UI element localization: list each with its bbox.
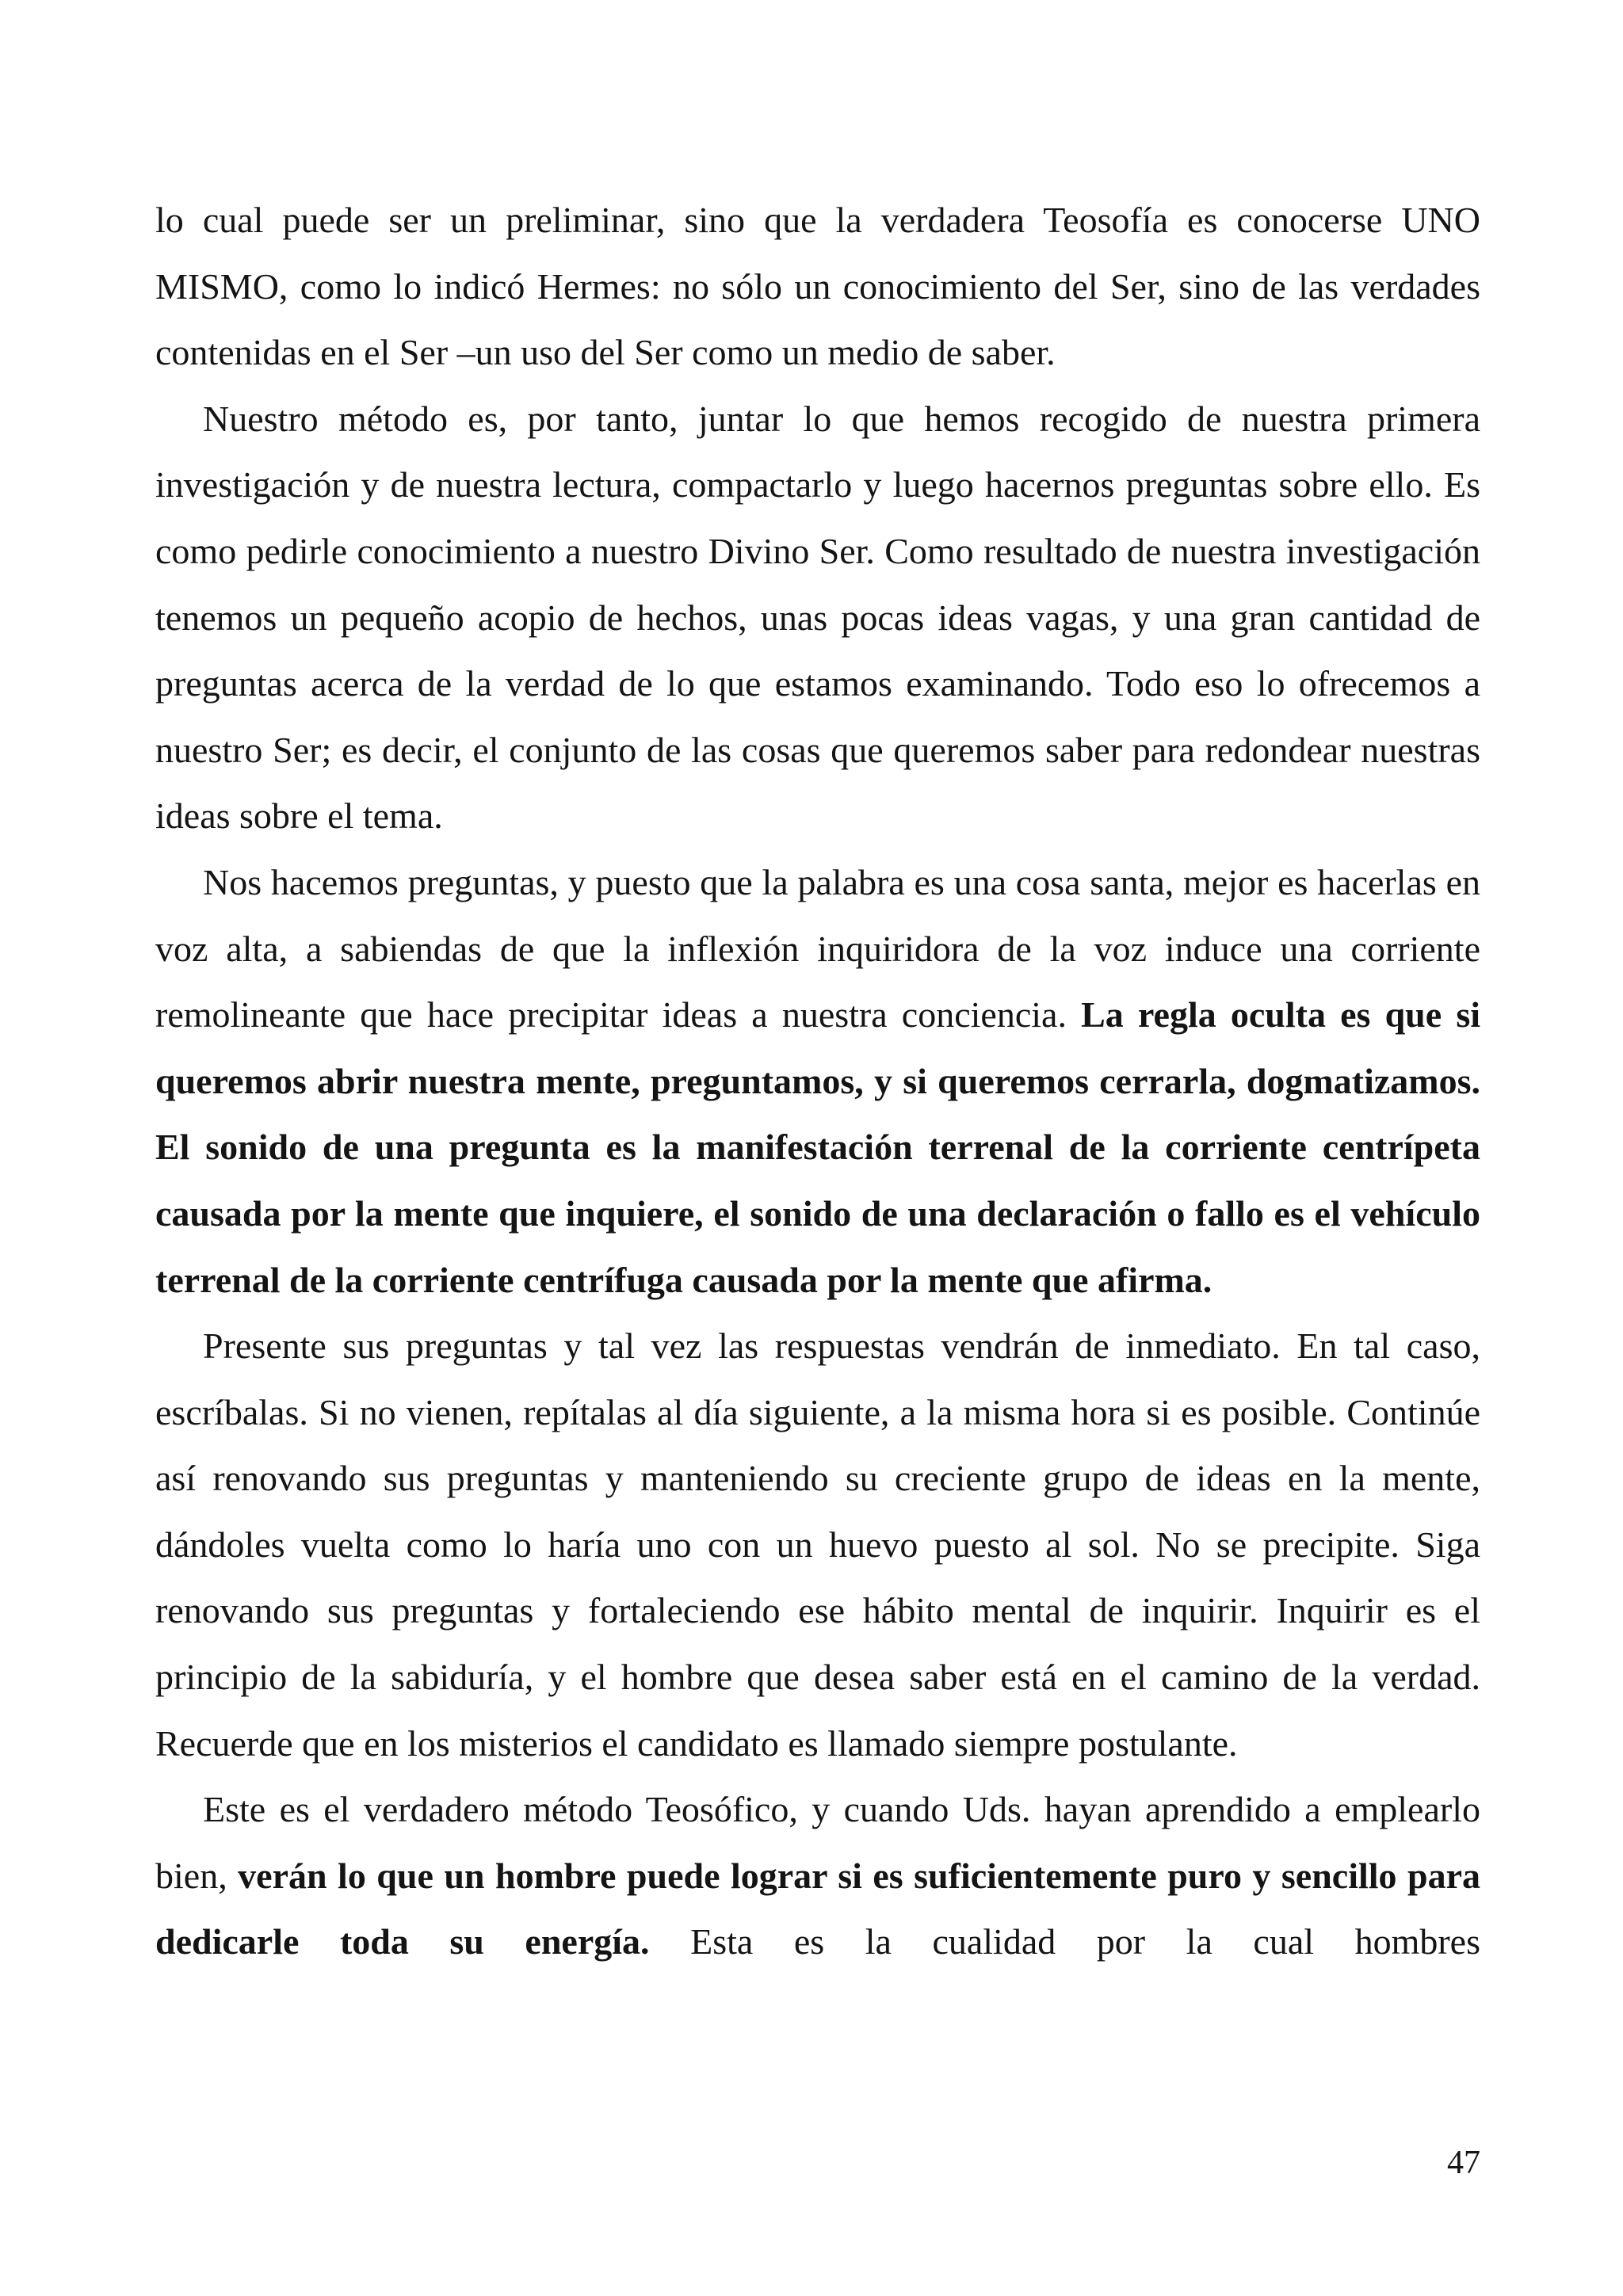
paragraph-3-text: Nos hacemos preguntas, y puesto que la palabra es una cosa santa, mejor es hacerlas en voz alta, a sabiendas de que la inflexión inquiridora de la voz induce una corriente remolineante que hace precipitar ideas a nuestra conciencia. [155, 861, 1480, 1035]
paragraph-2-text: Nuestro método es, por tanto, juntar lo que hemos recogido de nuestra primera investigación y de nuestra lectura, compactarlo y luego hacernos preguntas sobre ello. Es como pedirle conocimiento a nuestro Divino Ser. Como resultado de nuestra investigación tenemos un pequeño acopio de hechos, unas pocas ideas vagas, y una gran cantidad de preguntas acerca de la verdad de lo que estamos examinando. Todo eso lo ofrecemos a nuestro Ser; es decir, el conjunto de las cosas que queremos saber para redondear nuestras ideas sobre el tema. [155, 398, 1480, 837]
paragraph-2 [155, 386, 1480, 849]
paragraph-5-bold-text: verán lo que un hombre puede lograr si es suficientemente puro y sencillo para dedicarle toda su energía. [155, 1855, 1481, 1962]
paragraph-5-tail-text: Esta es la cualidad por la cual hombres [649, 1921, 1480, 1962]
paragraph-4-text: Presente sus preguntas y tal vez las respuestas vendrán de inmediato. En tal caso, escríbalas. Si no vienen, repítalas al día siguiente, a la misma hora si es posible. Continúe así renovando sus preguntas y manteniendo su creciente grupo de ideas en la mente, dándoles vuelta como lo haría uno con un huevo puesto al sol. No se precipite. Siga renovando sus preguntas y fortaleciendo ese hábito mental de inquirir. Inquirir es el principio de la sabiduría, y el hombre que desea saber está en el camino de la verdad. Recuerde que en los misterios el candidato es llamado siempre postulante. [155, 1325, 1480, 1764]
paragraph-1-text: lo cual puede ser un preliminar, sino que la verdadera Teosofía es conocerse UNO MISMO, como lo indicó Hermes: no sólo un conocimiento del Ser, sino de las verdades contenidas en el Ser –un uso del Ser como un medio de saber. [155, 200, 1480, 373]
paragraph-1 [155, 187, 1480, 386]
paragraph-3 [155, 849, 1480, 1313]
page-body [155, 187, 1480, 1975]
page-number: 47 [1447, 2145, 1480, 2181]
paragraph-5-text: Este es el verdadero método Teosófico, y cuando Uds. hayan aprendido a emplearlo bien, [155, 1789, 1480, 1896]
paragraph-3-bold-text: La regla oculta es que si queremos abrir nuestra mente, preguntamos, y si queremos cerrarla, dogmatizamos. El sonido de una pregunta es la manifestación terrenal de la corriente centrípeta causada por la mente que inquiere, el sonido de una declaración o fallo es el vehículo terrenal de la corriente centrífuga causada por la mente que afirma. [155, 994, 1480, 1300]
paragraph-5 [155, 1776, 1480, 1975]
paragraph-4 [155, 1313, 1480, 1776]
